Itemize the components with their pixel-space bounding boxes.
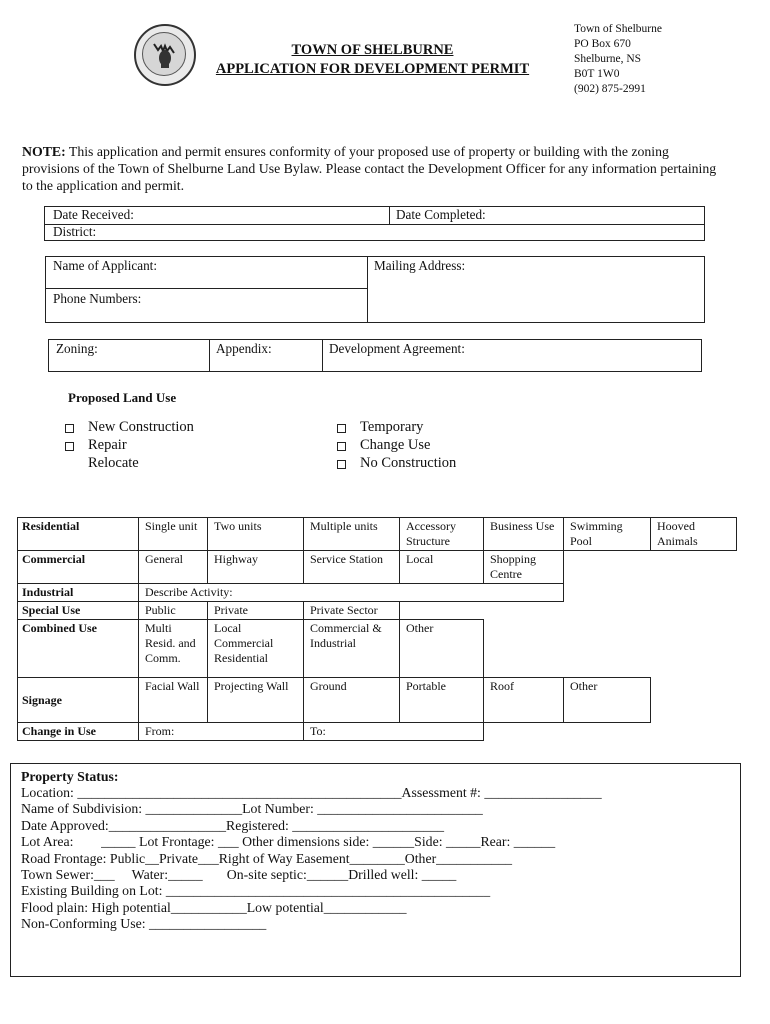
option-private[interactable]: Private — [208, 602, 304, 620]
moose-icon — [146, 36, 184, 74]
development-agreement-field[interactable]: Development Agreement: — [329, 341, 465, 356]
land-use-category-table — [17, 517, 737, 741]
option-multi-resid-comm[interactable]: Multi Resid. and Comm. — [139, 620, 208, 678]
non-conforming-use-line[interactable]: Non-Conforming Use: _________________ — [21, 916, 267, 931]
row-label-commercial: Commercial — [18, 551, 139, 584]
address-line: Shelburne, NS — [574, 53, 642, 65]
table-row — [18, 620, 737, 678]
address-line: (902) 875-2991 — [574, 83, 646, 95]
checkbox-icon[interactable] — [337, 442, 346, 451]
option-multiple-units[interactable]: Multiple units — [304, 518, 400, 551]
row-label-combined-use: Combined Use — [18, 620, 139, 678]
checkbox-icon[interactable] — [65, 442, 74, 451]
describe-activity-field[interactable]: Describe Activity: — [139, 584, 564, 602]
table-row — [18, 723, 737, 741]
property-status-box — [10, 763, 741, 977]
row-label-change-in-use: Change in Use — [18, 723, 139, 741]
flood-plain-line[interactable]: Flood plain: High potential___________Low potential____________ — [21, 900, 407, 915]
option-general[interactable]: General — [139, 551, 208, 584]
form-title-line1: TOWN OF SHELBURNE — [291, 42, 454, 58]
row-label-special-use: Special Use — [18, 602, 139, 620]
road-frontage-line[interactable]: Road Frontage: Public__Private___Right of Way Easement________Other___________ — [21, 851, 513, 866]
table-row — [18, 584, 737, 602]
name-of-applicant-field[interactable]: Name of Applicant: — [53, 258, 158, 273]
change-to-field[interactable]: To: — [304, 723, 484, 741]
option-change-use[interactable]: Change Use — [360, 437, 430, 454]
table-row — [18, 602, 737, 620]
option-business-use[interactable]: Business Use — [484, 518, 564, 551]
option-ground[interactable]: Ground — [304, 678, 400, 723]
phone-numbers-field[interactable]: Phone Numbers: — [53, 291, 142, 306]
option-temporary[interactable]: Temporary — [360, 419, 423, 436]
subdivision-line[interactable]: Name of Subdivision: ______________Lot Number: ________________________ — [21, 801, 483, 816]
location-line[interactable]: Location: _______________________________________________Assessment #: _________________ — [21, 785, 602, 800]
note-text: This application and permit ensures conformity of your proposed use of property or building with the zoning provisions of the Town of Shelburne Land Use Bylaw. Please contact the Development Officer for any information pertaining to the application and permit. — [22, 144, 717, 193]
option-new-construction[interactable]: New Construction — [88, 419, 194, 436]
option-repair[interactable]: Repair — [88, 437, 127, 454]
table-row — [18, 518, 737, 551]
option-single-unit[interactable]: Single unit — [139, 518, 208, 551]
option-local-commercial-residential[interactable]: Local Commercial Residential — [208, 620, 304, 678]
table-row — [18, 678, 737, 723]
option-swimming-pool[interactable]: Swimming Pool — [564, 518, 651, 551]
option-other-combined[interactable]: Other — [400, 620, 484, 678]
option-service-station[interactable]: Service Station — [304, 551, 400, 584]
mailing-address-field[interactable]: Mailing Address: — [374, 258, 466, 273]
checkbox-icon[interactable] — [337, 460, 346, 469]
option-public[interactable]: Public — [139, 602, 208, 620]
town-seal — [134, 24, 196, 86]
option-relocate[interactable]: Relocate — [88, 455, 139, 469]
option-highway[interactable]: Highway — [208, 551, 304, 584]
option-portable[interactable]: Portable — [400, 678, 484, 723]
option-two-units[interactable]: Two units — [208, 518, 304, 551]
option-no-construction[interactable]: No Construction — [360, 455, 456, 472]
note-label: NOTE: — [22, 144, 66, 159]
row-label-industrial: Industrial — [18, 584, 139, 602]
option-facial-wall[interactable]: Facial Wall — [139, 678, 208, 723]
appendix-field[interactable]: Appendix: — [216, 341, 272, 356]
option-private-sector[interactable]: Private Sector — [304, 602, 400, 620]
option-hooved-animals[interactable]: Hooved Animals — [651, 518, 737, 551]
property-status-title: Property Status: — [21, 769, 119, 784]
lot-area-line[interactable]: Lot Area: _____ Lot Frontage: ___ Other dimensions side: ______Side: _____Rear: ______ — [21, 834, 556, 849]
existing-building-line[interactable]: Existing Building on Lot: _______________________________________________ — [21, 883, 491, 898]
address-line: PO Box 670 — [574, 38, 631, 50]
date-completed-field[interactable]: Date Completed: — [396, 207, 486, 222]
checkbox-icon[interactable] — [337, 424, 346, 433]
option-other-signage[interactable]: Other — [564, 678, 651, 723]
zoning-field[interactable]: Zoning: — [56, 341, 98, 356]
date-approved-line[interactable]: Date Approved:_________________Registered: ______________________ — [21, 818, 445, 833]
change-from-field[interactable]: From: — [139, 723, 304, 741]
option-commercial-industrial[interactable]: Commercial & Industrial — [304, 620, 400, 678]
date-received-field[interactable]: Date Received: — [53, 207, 134, 222]
option-roof[interactable]: Roof — [484, 678, 564, 723]
proposed-land-use-title: Proposed Land Use — [68, 390, 177, 405]
address-line: Town of Shelburne — [574, 23, 662, 35]
services-line[interactable]: Town Sewer:___ Water:_____ On-site septic:______Drilled well: _____ — [21, 867, 457, 882]
option-shopping-centre[interactable]: Shopping Centre — [484, 551, 564, 584]
district-field[interactable]: District: — [53, 224, 97, 239]
checkbox-icon[interactable] — [65, 424, 74, 433]
form-title-line2: APPLICATION FOR DEVELOPMENT PERMIT — [215, 61, 530, 77]
note-paragraph — [22, 143, 728, 194]
table-row — [18, 551, 737, 584]
option-accessory-structure[interactable]: Accessory Structure — [400, 518, 484, 551]
option-projecting-wall[interactable]: Projecting Wall — [208, 678, 304, 723]
option-local[interactable]: Local — [400, 551, 484, 584]
row-label-signage: Signage — [18, 678, 139, 723]
address-line: B0T 1W0 — [574, 68, 620, 80]
row-label-residential: Residential — [18, 518, 139, 551]
